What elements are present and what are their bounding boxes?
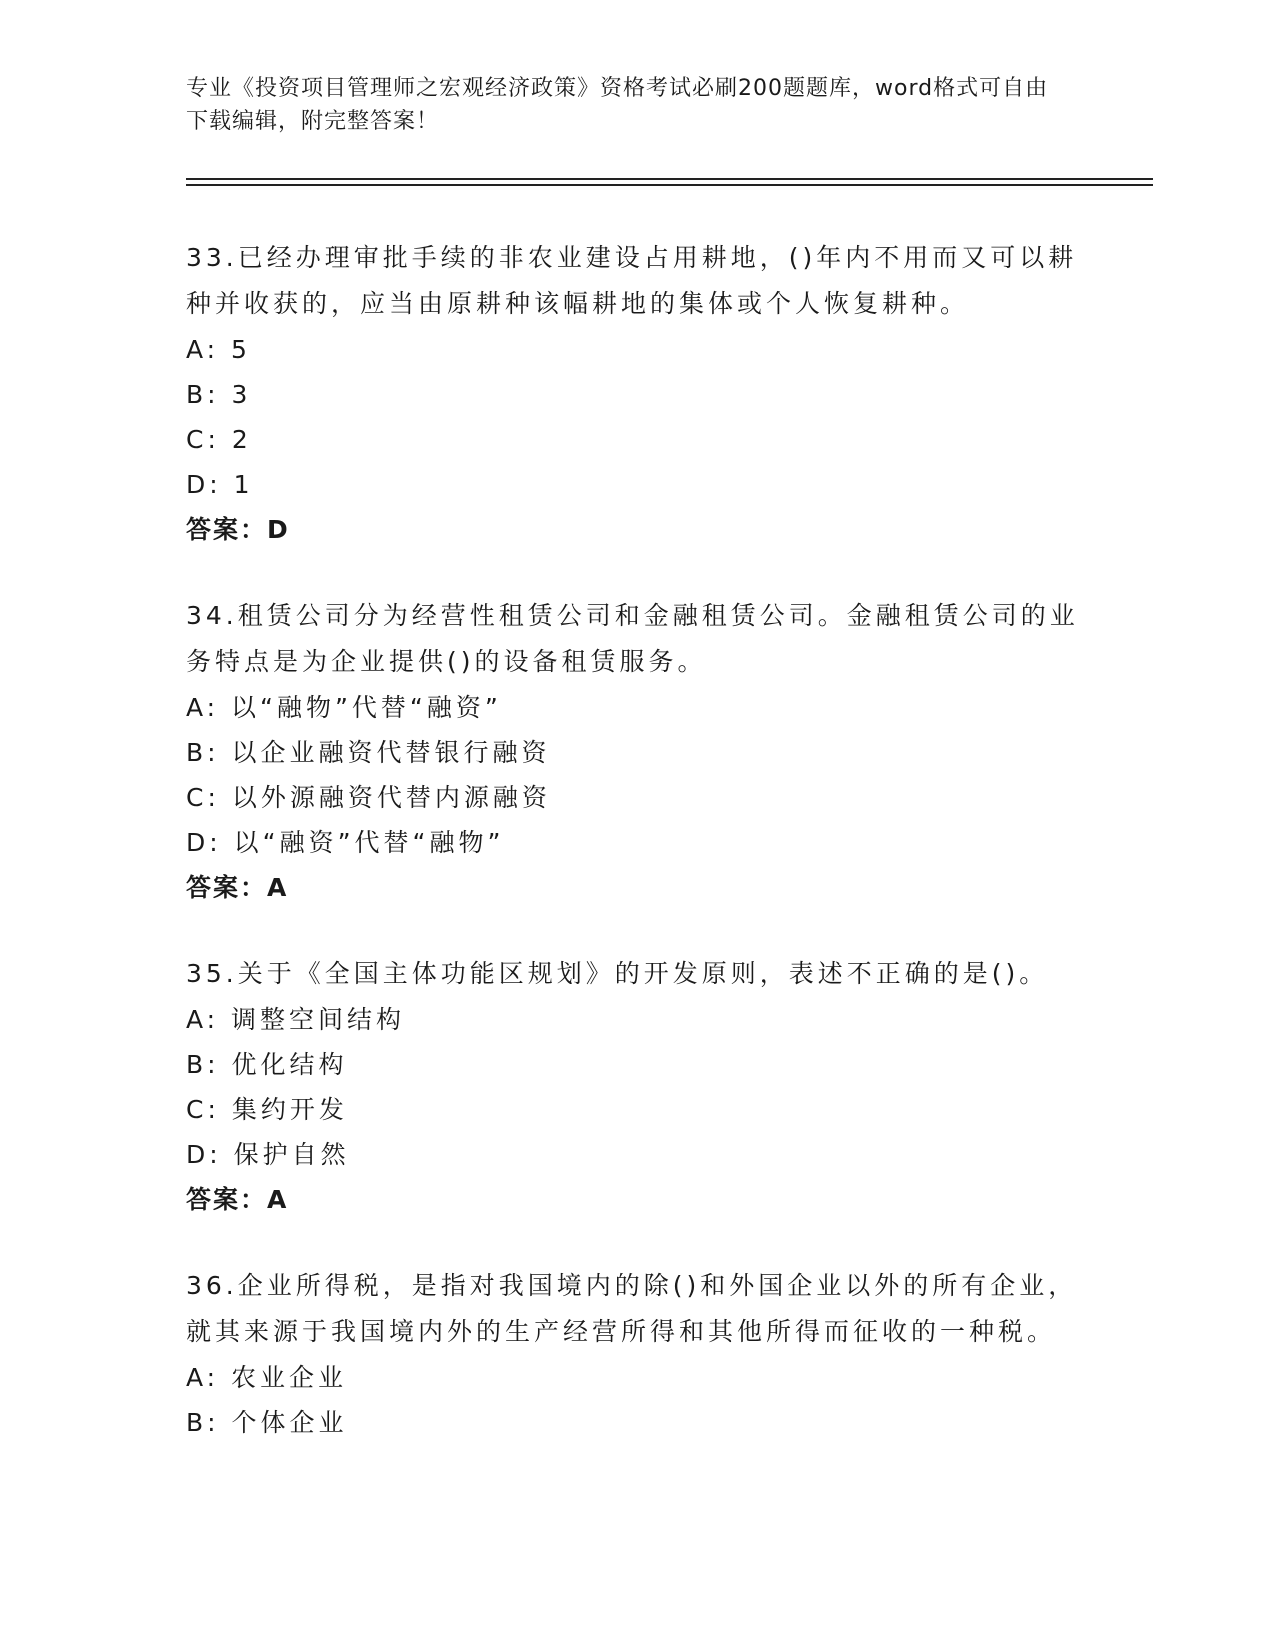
question-list (186, 235, 1086, 1485)
question-34 (186, 593, 1086, 911)
option-a: A: 农业企业 (186, 1363, 348, 1392)
option-b: B: 优化结构 (186, 1050, 348, 1079)
question-stem: 33.已经办理审批手续的非农业建设占用耕地，()年内不用而又可以耕种并收获的，应当由原耕种该幅耕地的集体或个人恢复耕种。 (186, 243, 1078, 318)
option-d: D: 1 (186, 470, 254, 499)
question-stem: 36.企业所得税，是指对我国境内的除()和外国企业以外的所有企业，就其来源于我国境内外的生产经营所得和其他所得而征收的一种税。 (186, 1271, 1078, 1346)
option-c: C: 以外源融资代替内源融资 (186, 783, 551, 812)
option-b: B: 3 (186, 380, 252, 409)
option-a: A: 5 (186, 335, 251, 364)
header-divider-top (186, 178, 1153, 180)
header-divider-bottom (186, 184, 1153, 186)
option-c: C: 2 (186, 425, 252, 454)
answer: 答案：D (186, 515, 290, 544)
question-stem: 35.关于《全国主体功能区规划》的开发原则，表述不正确的是()。 (186, 959, 1049, 988)
question-stem: 34.租赁公司分为经营性租赁公司和金融租赁公司。金融租赁公司的业务特点是为企业提供()的设备租赁服务。 (186, 601, 1079, 676)
option-b: B: 个体企业 (186, 1408, 348, 1437)
option-c: C: 集约开发 (186, 1095, 348, 1124)
question-33 (186, 235, 1086, 553)
option-b: B: 以企业融资代替银行融资 (186, 738, 551, 767)
option-d: D: 以“融资”代替“融物” (186, 828, 505, 857)
answer: 答案：A (186, 1185, 289, 1214)
option-a: A: 以“融物”代替“融资” (186, 693, 502, 722)
document-header: 专业《投资项目管理师之宏观经济政策》资格考试必刷200题题库，word格式可自由下载编辑，附完整答案！ (186, 76, 1049, 134)
option-a: A: 调整空间结构 (186, 1005, 406, 1034)
option-d: D: 保护自然 (186, 1140, 350, 1169)
question-36 (186, 1263, 1086, 1445)
answer: 答案：A (186, 873, 289, 902)
question-35 (186, 951, 1086, 1223)
